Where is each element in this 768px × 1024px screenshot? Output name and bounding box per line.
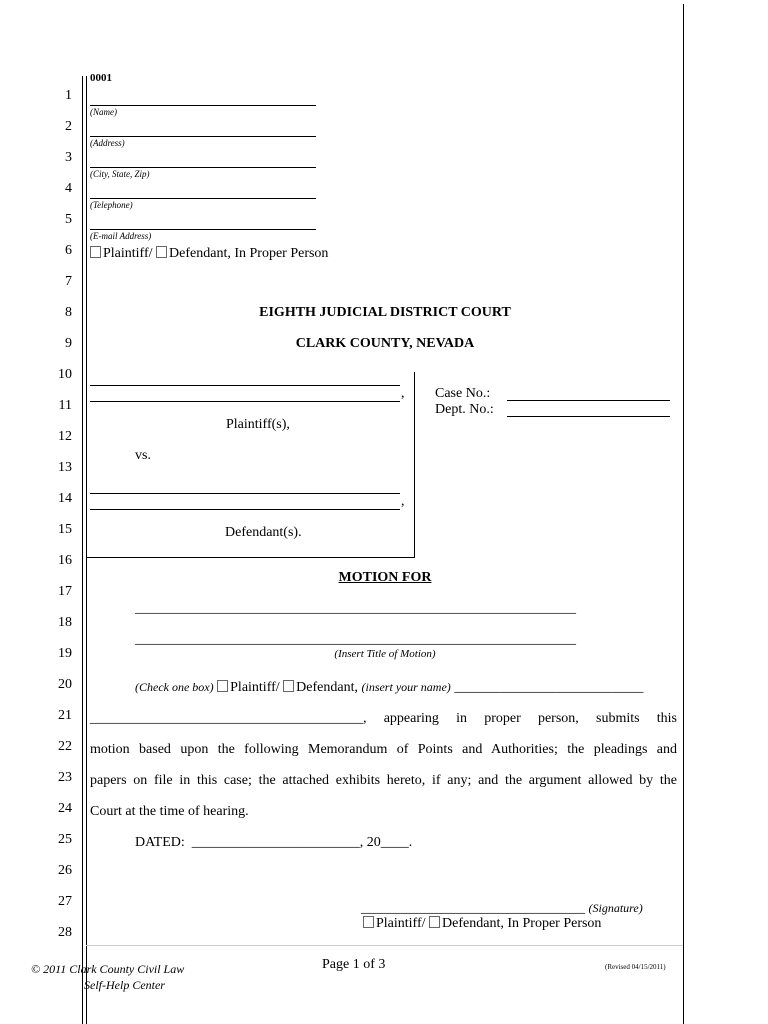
footer-copyright-line-1: © 2011 Clark County Civil Law	[31, 962, 185, 976]
motion-plaintiff-checkbox[interactable]	[217, 680, 228, 692]
body-line-2: motion based upon the following Memorandum of Points and Authorities; the pleadings and	[90, 742, 677, 757]
sig-plaintiff-label: Plaintiff/	[376, 916, 426, 931]
line-number: 20	[58, 677, 72, 692]
body-line-4: Court at the time of hearing.	[90, 804, 249, 819]
line-number: 26	[58, 863, 72, 878]
motion-plaintiff-label: Plaintiff/	[230, 680, 280, 695]
motion-title: MOTION FOR	[338, 570, 432, 585]
vs-label: vs.	[135, 448, 151, 463]
body-line-1	[90, 711, 677, 727]
footer-copyright-line-2: Self-Help Center	[84, 978, 165, 992]
line-number: 4	[65, 181, 72, 196]
plaintiff-label: Plaintiff/	[103, 246, 153, 261]
telephone-line[interactable]	[90, 198, 316, 199]
sig-defendant-label: Defendant, In Proper Person	[442, 916, 602, 931]
name-blank-2[interactable]: _______________________________________,	[90, 711, 367, 726]
line-number: 3	[65, 150, 72, 165]
case-no-line[interactable]	[507, 400, 670, 401]
check-one-line	[135, 680, 643, 696]
plaintiffs-label: Plaintiff(s),	[226, 417, 290, 432]
left-margin-line-2	[86, 76, 87, 1024]
line-number: 11	[58, 398, 72, 413]
left-margin-line-1	[82, 76, 83, 1024]
name-label: (Name)	[90, 107, 117, 117]
plaintiff-comma: ,	[401, 386, 405, 401]
defendants-label: Defendant(s).	[225, 525, 302, 540]
footer-divider	[86, 945, 683, 946]
signature-line	[361, 901, 643, 917]
city-state-zip-line[interactable]	[90, 167, 316, 168]
insert-name-hint: (insert your name)	[361, 680, 451, 694]
line-number: 15	[58, 522, 72, 537]
page-number: Page 1 of 3	[322, 957, 386, 972]
motion-title-line-1[interactable]: _______________________________________________________________	[135, 601, 576, 616]
line-number: 5	[65, 212, 72, 227]
plaintiff-name-line-1[interactable]	[90, 385, 400, 386]
line-number: 7	[65, 274, 72, 289]
motion-defendant-label: Defendant,	[296, 680, 358, 695]
address-label: (Address)	[90, 138, 125, 148]
body-line-3: papers on file in this case; the attached exhibits hereto, if any; and the argument allowed by the	[90, 773, 677, 788]
dated-blank[interactable]: ________________________, 20____.	[191, 835, 413, 850]
line-number: 12	[58, 429, 72, 444]
name-line[interactable]	[90, 105, 316, 106]
signature-blank[interactable]: ________________________________	[361, 901, 585, 916]
signature-party-line	[363, 916, 601, 932]
document-number: 0001	[90, 72, 112, 84]
line-number: 16	[58, 553, 72, 568]
address-line[interactable]	[90, 136, 316, 137]
dept-no-line[interactable]	[507, 416, 670, 417]
line-number: 1	[65, 88, 72, 103]
caption-box-right-border	[414, 372, 415, 557]
defendant-checkbox[interactable]	[156, 246, 167, 258]
email-line[interactable]	[90, 229, 316, 230]
line-number: 10	[58, 367, 72, 382]
insert-title-hint: (Insert Title of Motion)	[334, 648, 436, 660]
line-number: 25	[58, 832, 72, 847]
motion-defendant-checkbox[interactable]	[283, 680, 294, 692]
line-number: 23	[58, 770, 72, 785]
city-state-zip-label: (City, State, Zip)	[90, 169, 150, 179]
dept-no-label: Dept. No.:	[435, 402, 494, 417]
defendant-name-line-2[interactable]	[90, 509, 400, 510]
line-number: 28	[58, 925, 72, 940]
line-number: 13	[58, 460, 72, 475]
line-number: 27	[58, 894, 72, 909]
line-number: 18	[58, 615, 72, 630]
telephone-label: (Telephone)	[90, 200, 133, 210]
line-number: 24	[58, 801, 72, 816]
caption-box-bottom-border	[86, 557, 415, 558]
line-number: 6	[65, 243, 72, 258]
revised-date: (Revised 04/15/2011)	[605, 963, 666, 971]
line-number: 2	[65, 119, 72, 134]
sig-defendant-checkbox[interactable]	[429, 916, 440, 928]
line-number: 9	[65, 336, 72, 351]
check-one-hint: (Check one box)	[135, 680, 214, 694]
line-number: 8	[65, 305, 72, 320]
plaintiff-checkbox[interactable]	[90, 246, 101, 258]
case-no-label: Case No.:	[435, 386, 491, 401]
signature-hint: (Signature)	[588, 901, 643, 915]
line-number: 17	[58, 584, 72, 599]
body-line-1-text: appearing in proper person, submits this	[383, 711, 677, 726]
line-number: 14	[58, 491, 72, 506]
right-margin-line	[683, 4, 684, 1024]
line-number: 19	[58, 646, 72, 661]
email-label: (E-mail Address)	[90, 231, 152, 241]
motion-title-line-2[interactable]: _______________________________________________________________	[135, 632, 576, 647]
party-line	[90, 246, 328, 262]
court-county: CLARK COUNTY, NEVADA	[295, 336, 475, 351]
line-number: 22	[58, 739, 72, 754]
court-name: EIGHTH JUDICIAL DISTRICT COURT	[259, 305, 511, 320]
plaintiff-name-line-2[interactable]	[90, 401, 400, 402]
line-number: 21	[58, 708, 72, 723]
defendant-comma: ,	[401, 494, 405, 509]
dated-label: DATED:	[135, 835, 185, 850]
defendant-label: Defendant, In Proper Person	[169, 246, 329, 261]
dated-line	[135, 835, 412, 851]
sig-plaintiff-checkbox[interactable]	[363, 916, 374, 928]
name-blank[interactable]: ___________________________	[454, 680, 644, 695]
defendant-name-line-1[interactable]	[90, 493, 400, 494]
